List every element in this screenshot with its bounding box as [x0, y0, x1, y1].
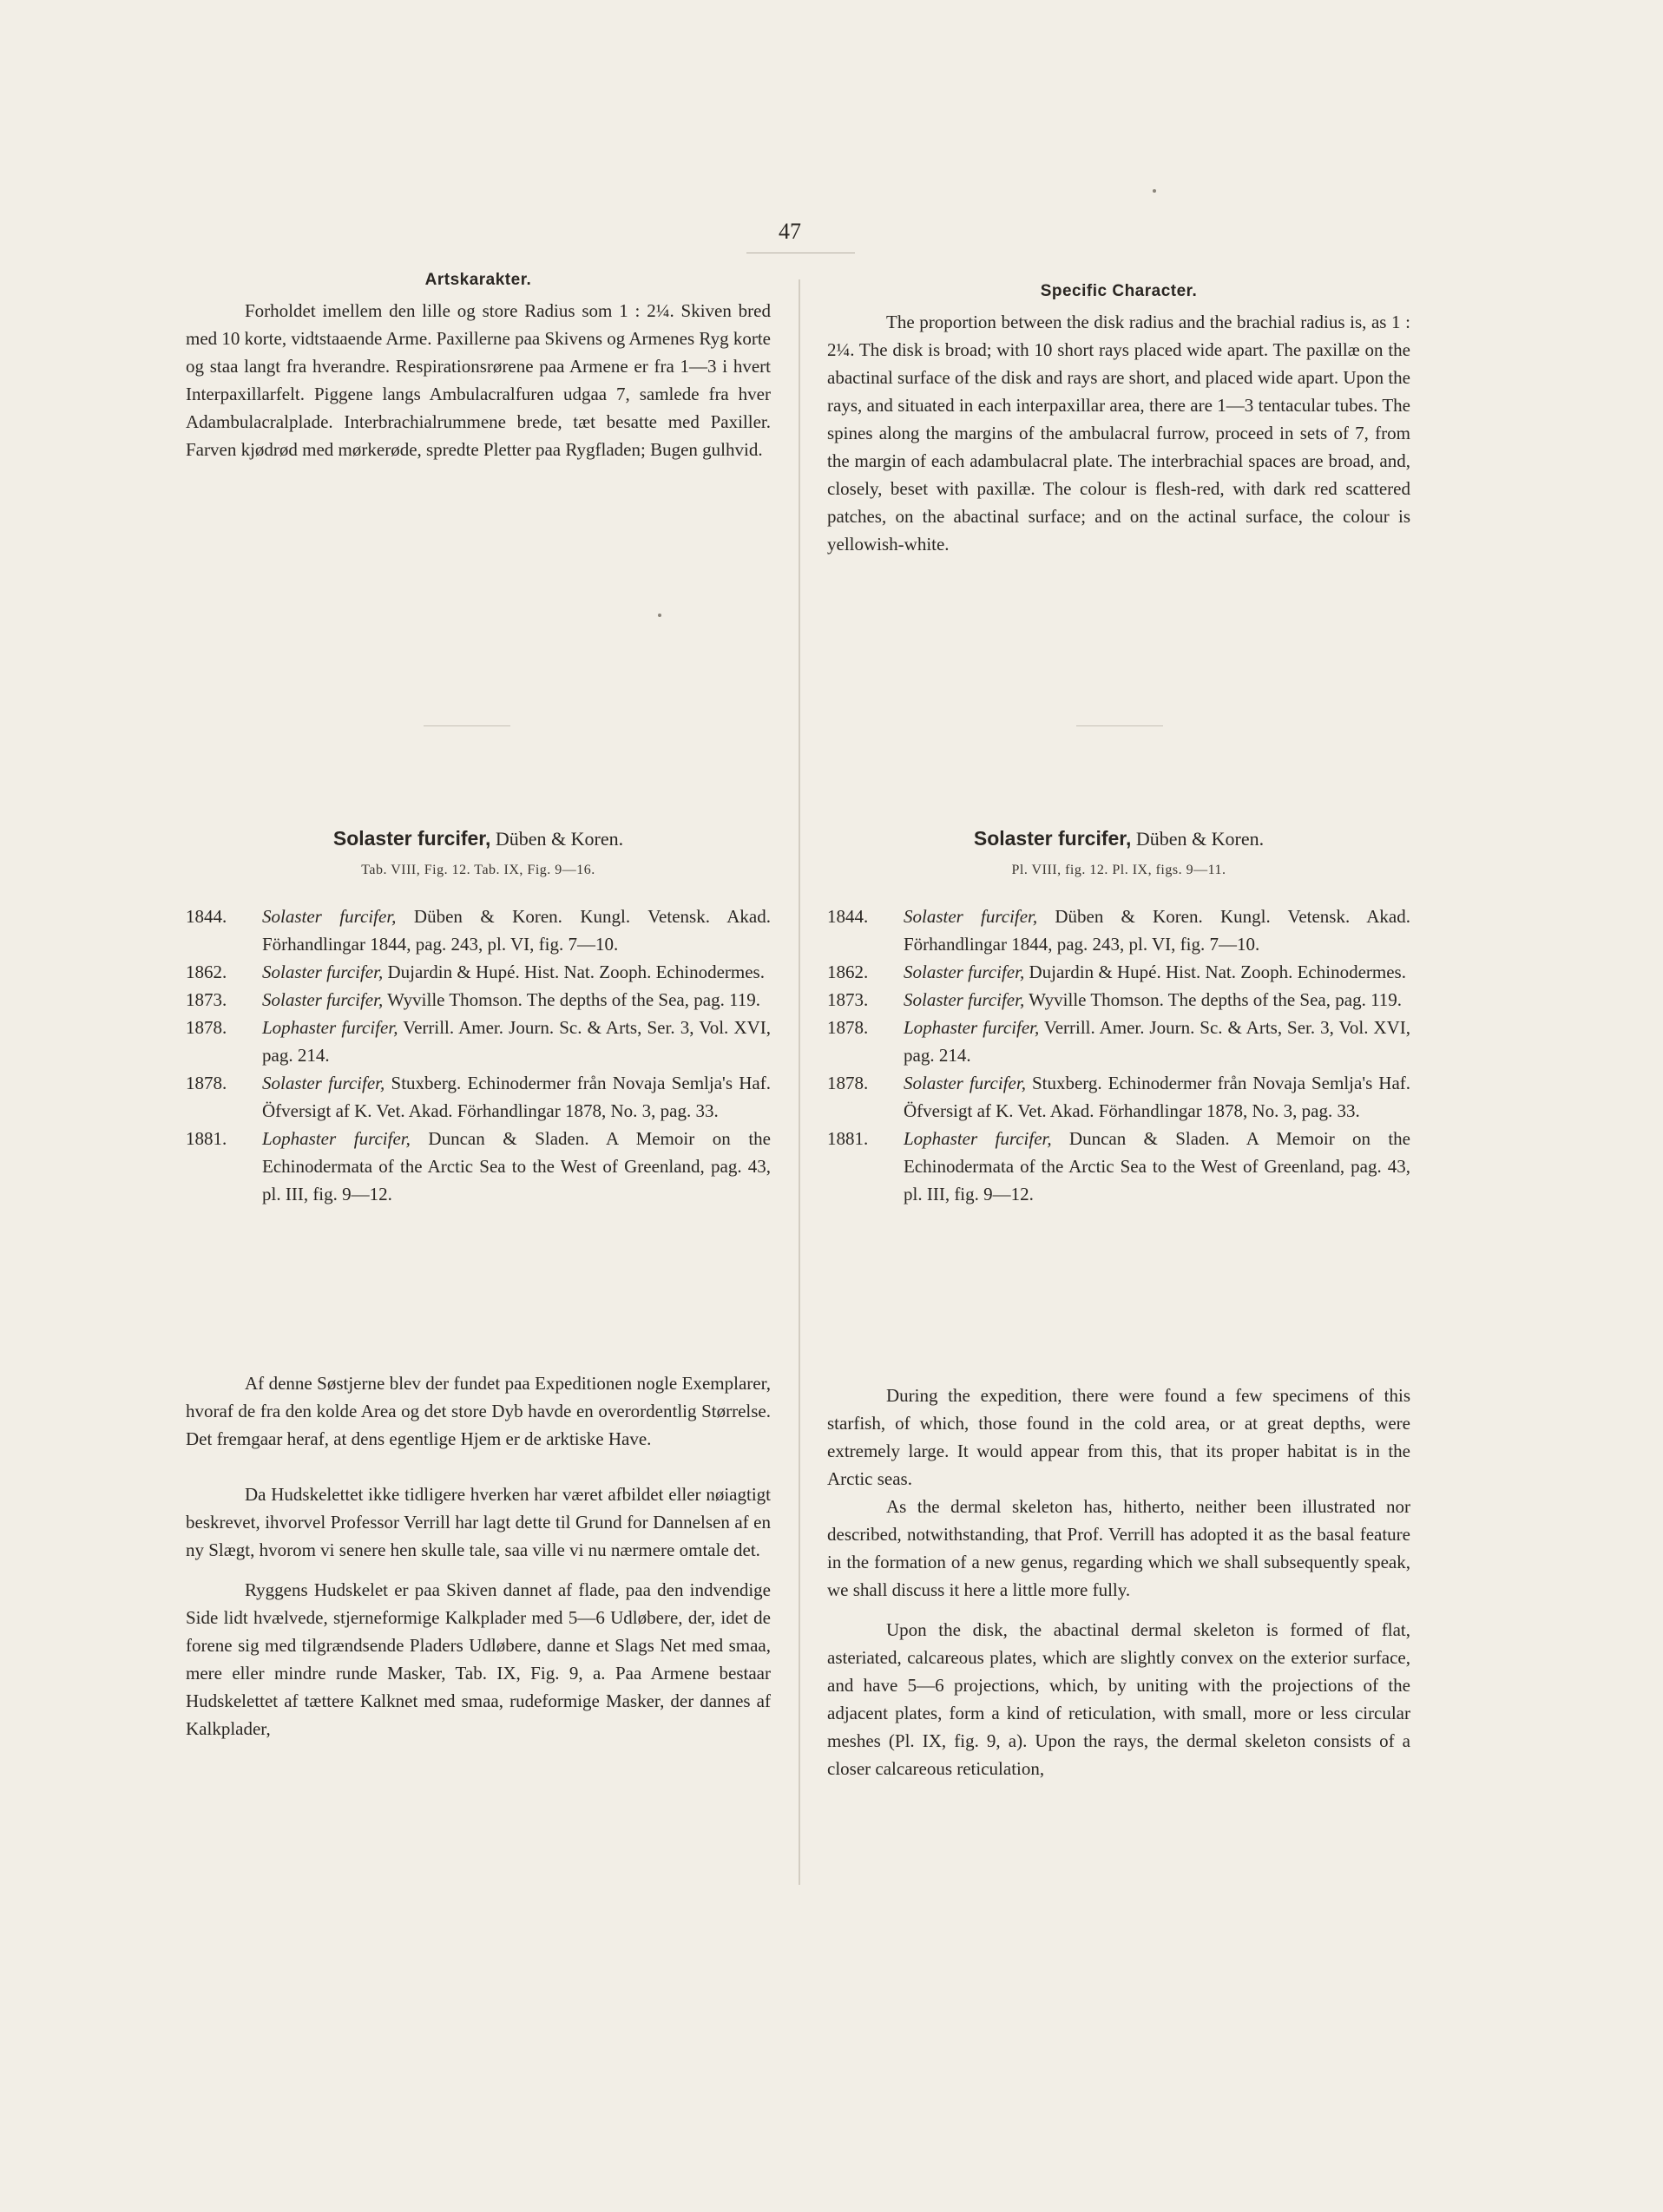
synonymy-year: 1881. — [827, 1128, 869, 1149]
left-body-section — [186, 1369, 771, 1743]
synonymy-citation: Duncan & Sladen. A Memoir on the Echinodermata of the Arctic Sea to the West of Greenland, pag. 43, pl. III, fig. 9—12. — [904, 1128, 1410, 1204]
synonymy-year: 1844. — [827, 906, 869, 927]
left-synonymy-list — [186, 903, 771, 1208]
left-body-paragraph: Af denne Søstjerne blev der fundet paa Expeditionen nogle Exemplarer, hvoraf de fra den kolde Area og det store Dyb havde en overordentlig Størrelse. Det fremgaar heraf, at dens egentlige Hjem er de arktiske Have. — [186, 1373, 771, 1449]
synonymy-entry — [827, 1125, 1410, 1208]
synonymy-citation: Verrill. Amer. Journ. Sc. & Arts, Ser. 3, Vol. XVI, pag. 214. — [904, 1017, 1410, 1066]
synonymy-taxon: Solaster furcifer, — [904, 1073, 1026, 1093]
synonymy-taxon: Solaster furcifer, — [904, 989, 1025, 1010]
synonymy-citation: Düben & Koren. Kungl. Vetensk. Akad. Förhandlingar 1844, pag. 243, pl. VI, fig. 7—10. — [262, 906, 771, 955]
paper-speck — [1153, 189, 1156, 193]
synonymy-year: 1878. — [827, 1073, 869, 1093]
synonymy-year: 1873. — [186, 989, 227, 1010]
synonymy-year: 1878. — [186, 1017, 227, 1038]
synonymy-year: 1862. — [827, 962, 869, 982]
right-synonymy-list — [827, 903, 1410, 1208]
right-character-section — [827, 282, 1410, 558]
synonymy-year: 1873. — [827, 989, 869, 1010]
synonymy-taxon: Solaster furcifer, — [904, 906, 1038, 927]
synonymy-citation: Stuxberg. Echinodermer från Novaja Semlja's Haf. Öfversigt af K. Vet. Akad. Förhandlingar 1878, No. 3, pag. 33. — [262, 1073, 771, 1121]
left-character-text: Forholdet imellem den lille og store Radius som 1 : 2¼. Skiven bred med 10 korte, vidtstaaende Arme. Paxillerne paa Skivens og Armenes Ryg korte og staa langt fra hverandre. Respirationsrørene paa Armene er fra 1—3 i hvert Interpaxillarfelt. Piggene langs Ambulacralfuren udgaa 7, samlede fra hver Adambulacralplade. Interbrachialrummene brede, tæt besatte med Paxiller. Farven kjødrød med mørkerøde, spredte Pletter paa Rygfladen; Bugen gulhvid. — [186, 300, 771, 460]
synonymy-entry — [827, 1069, 1410, 1125]
synonymy-taxon: Lophaster furcifer, — [904, 1128, 1052, 1149]
synonymy-entry — [186, 1125, 771, 1208]
synonymy-citation: Düben & Koren. Kungl. Vetensk. Akad. Förhandlingar 1844, pag. 243, pl. VI, fig. 7—10. — [904, 906, 1410, 955]
synonymy-taxon: Solaster furcifer, — [904, 962, 1025, 982]
synonymy-year: 1878. — [186, 1073, 227, 1093]
right-species-authors: Düben & Koren. — [1131, 828, 1265, 850]
paper-speck — [658, 614, 661, 617]
left-character-section — [186, 271, 771, 463]
synonymy-entry — [186, 958, 771, 986]
synonymy-entry — [186, 1069, 771, 1125]
synonymy-taxon: Solaster furcifer, — [262, 1073, 385, 1093]
right-separator — [1076, 725, 1163, 726]
left-plate-references: Tab. VIII, Fig. 12. Tab. IX, Fig. 9—16. — [361, 863, 595, 877]
left-species-heading — [186, 827, 771, 850]
synonymy-entry — [827, 986, 1410, 1014]
synonymy-citation: Verrill. Amer. Journ. Sc. & Arts, Ser. 3, Vol. XVI, pag. 214. — [262, 1017, 771, 1066]
synonymy-taxon: Solaster furcifer, — [262, 962, 384, 982]
synonymy-entry — [827, 1014, 1410, 1069]
right-body-section — [827, 1382, 1410, 1782]
left-species-name: Solaster furcifer, — [332, 827, 491, 850]
synonymy-taxon: Solaster furcifer, — [262, 989, 384, 1010]
left-section-heading: Artskarakter. — [424, 271, 532, 289]
right-plate-references: Pl. VIII, fig. 12. Pl. IX, figs. 9—11. — [1011, 863, 1226, 877]
right-species-heading — [827, 827, 1410, 850]
left-body-paragraph: Ryggens Hudskelet er paa Skiven dannet af flade, paa den indvendige Side lidt hvælvede, stjerneformige Kalkplader med 5—6 Udløbere, der, idet de forene sig med tilgrændsende Pladers Udløbere, danne et Slags Net med smaa, mere eller mindre runde Masker, Tab. IX, Fig. 9, a. Paa Armene bestaar Hudskelettet af tættere Kalknet med smaa, rudeformige Masker, der dannes af Kalkplader, — [186, 1579, 771, 1739]
right-body-paragraph: During the expedition, there were found a few specimens of this starfish, of which, those found in the cold area, or at great depths, were extremely large. It would appear from this, that its proper habitat is in the Arctic seas. — [827, 1385, 1410, 1489]
synonymy-year: 1844. — [186, 906, 227, 927]
right-body-paragraph: As the dermal skeleton has, hitherto, neither been illustrated nor described, notwithstanding, that Prof. Verrill has adopted it as the basal feature in the formation of a new genus, regarding which we shall subsequently speak, we shall discuss it here a little more fully. — [827, 1496, 1410, 1600]
synonymy-entry — [186, 903, 771, 958]
synonymy-entry — [827, 958, 1410, 986]
right-body-paragraph: Upon the disk, the abactinal dermal skeleton is formed of flat, asteriated, calcareous plates, which are slightly convex on the exterior surface, and have 5—6 projections, which, by uniting with the projections of the adjacent plates, form a kind of reticulation, with small, more or less circular meshes (Pl. IX, fig. 9, a). Upon the rays, the dermal skeleton consists of a closer calcareous reticulation, — [827, 1619, 1410, 1779]
left-body-paragraph: Da Hudskelettet ikke tidligere hverken har været afbildet eller nøiagtigt beskrevet, ihvorvel Professor Verrill har lagt dette til Grund for Dannelsen af en ny Slægt, hvorom vi senere hen skulle tale, saa ville vi nu nærmere omtale det. — [186, 1484, 771, 1560]
synonymy-citation: Wyville Thomson. The depths of the Sea, pag. 119. — [1024, 989, 1403, 1010]
synonymy-taxon: Solaster furcifer, — [262, 906, 397, 927]
synonymy-taxon: Lophaster furcifer, — [262, 1017, 398, 1038]
right-section-heading: Specific Character. — [1040, 282, 1198, 300]
left-species-authors: Düben & Koren. — [490, 828, 624, 850]
synonymy-citation: Dujardin & Hupé. Hist. Nat. Zooph. Echinodermes. — [1024, 962, 1406, 982]
right-character-text: The proportion between the disk radius and the brachial radius is, as 1 : 2¼. The disk is broad; with 10 short rays placed wide apart. The paxillæ on the abactinal surface of the disk and rays are short, and placed wide apart. Upon the rays, and situated in each interpaxillar area, there are 1—3 tentacular tubes. The spines along the margins of the ambulacral furrow, proceed in sets of 7, from the margin of each adambulacral plate. The interbrachial spaces are broad, and, closely, beset with paxillæ. The colour is flesh-red, with dark red scattered patches, on the abactinal surface; and on the actinal surface, the colour is yellowish-white. — [827, 312, 1410, 555]
column-divider — [799, 279, 800, 1885]
page-number: 47 — [779, 219, 801, 244]
right-species-section — [827, 827, 1410, 1208]
synonymy-citation: Wyville Thomson. The depths of the Sea, pag. 119. — [383, 989, 761, 1010]
right-species-name: Solaster furcifer, — [973, 827, 1132, 850]
synonymy-taxon: Lophaster furcifer, — [262, 1128, 411, 1149]
synonymy-taxon: Lophaster furcifer, — [904, 1017, 1040, 1038]
synonymy-year: 1881. — [186, 1128, 227, 1149]
synonymy-citation: Dujardin & Hupé. Hist. Nat. Zooph. Echinodermes. — [383, 962, 765, 982]
left-separator — [424, 725, 510, 726]
synonymy-citation: Stuxberg. Echinodermer från Novaja Semlja's Haf. Öfversigt af K. Vet. Akad. Förhandlingar 1878, No. 3, pag. 33. — [904, 1073, 1411, 1121]
synonymy-entry — [186, 1014, 771, 1069]
synonymy-entry — [827, 903, 1410, 958]
synonymy-entry — [186, 986, 771, 1014]
synonymy-year: 1862. — [186, 962, 227, 982]
synonymy-citation: Duncan & Sladen. A Memoir on the Echinodermata of the Arctic Sea to the West of Greenland, pag. 43, pl. III, fig. 9—12. — [262, 1128, 771, 1204]
synonymy-year: 1878. — [827, 1017, 869, 1038]
left-species-section — [186, 827, 771, 1208]
